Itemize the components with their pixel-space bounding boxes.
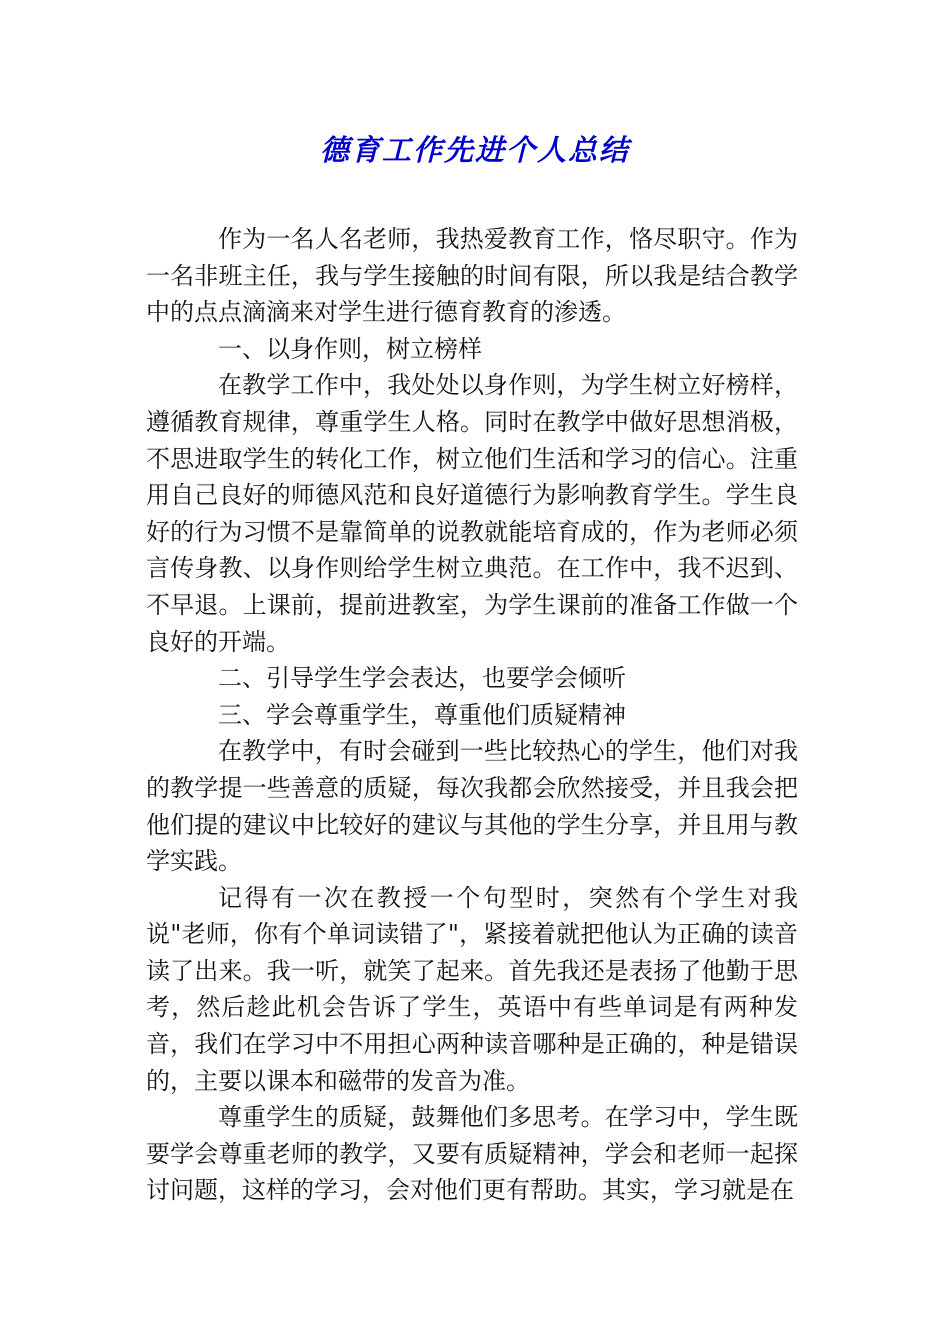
paragraph-section-3: 在教学中，有时会碰到一些比较热心的学生，他们对我的教学提一些善意的质疑，每次我都会欣然接受，并且我会把他们提的建议中比较好的建议与其他的学生分享，并且用与教学实践。 xyxy=(146,737,798,876)
paragraph-intro: 作为一名人名老师，我热爱教育工作，恪尽职守。作为一名非班主任，我与学生接触的时间有限，所以我是结合教学中的点点滴滴来对学生进行德育教育的渗透。 xyxy=(146,225,798,327)
paragraph-section-1: 在教学工作中，我处处以身作则，为学生树立好榜样，遵循教育规律，尊重学生人格。同时在教学中做好思想消极，不思进取学生的转化工作，树立他们生活和学习的信心。注重用自己良好的师德风范和良好道德行为影响教育学生。学生良好的行为习惯不是靠简单的说教就能培育成的，作为老师必须言传身教、以身作则给学生树立典范。在工作中，我不迟到、不早退。上课前，提前进教室，为学生课前的准备工作做一个良好的开端。 xyxy=(146,371,798,656)
section-heading-2: 二、引导学生学会表达，也要学会倾听 xyxy=(218,664,626,693)
document-body xyxy=(146,221,798,1209)
section-heading-1: 一、以身作则，树立榜样 xyxy=(218,334,482,363)
paragraph-anecdote: 记得有一次在教授一个句型时，突然有个学生对我说"老师，你有个单词读错了"，紧接着就把他认为正确的读音读了出来。我一听，就笑了起来。首先我还是表扬了他勤于思考，然后趁此机会告诉了学生，英语中有些单词是有两种发音，我们在学习中不用担心两种读音哪种是正确的，种是错误的，主要以课本和磁带的发音为准。 xyxy=(146,883,798,1095)
paragraph-respect-questions: 尊重学生的质疑，鼓舞他们多思考。在学习中，学生既要学会尊重老师的教学，又要有质疑精神，学会和老师一起探讨问题，这样的学习，会对他们更有帮助。其实，学习就是在 xyxy=(146,1103,798,1205)
document-title: 德育工作先进个人总结 xyxy=(319,133,630,167)
section-heading-3: 三、学会尊重学生，尊重他们质疑精神 xyxy=(218,700,626,729)
